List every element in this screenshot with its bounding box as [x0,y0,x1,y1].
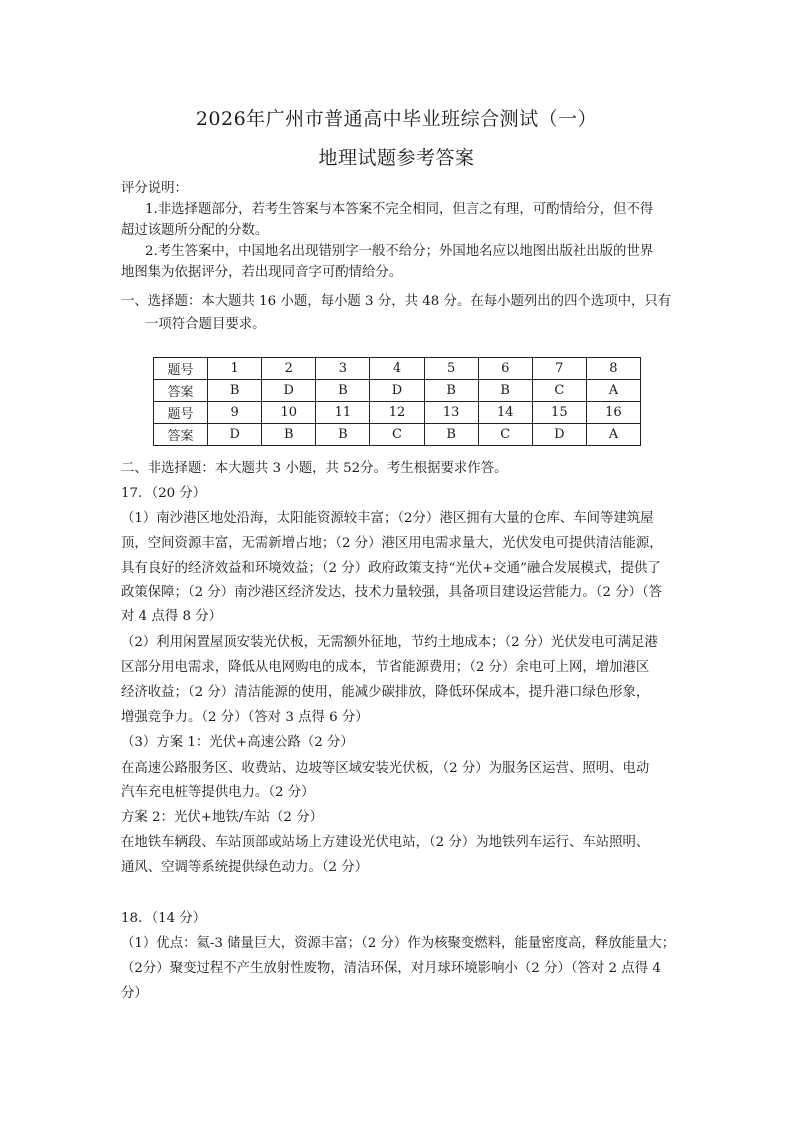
scoring-note-line: 2.考生答案中，中国地名出现错别字一般不给分；外国地名应以地图出版社出版的世界 [145,244,654,259]
answer-table-row-header: 题号 [154,402,208,424]
q18-answer-line: （1）优点：氦-3 储量巨大，资源丰富；（2 分）作为核聚变燃料，能量密度高，释放能量大； [121,936,676,951]
answer-table-cell: B [424,380,478,402]
answer-table-row [154,358,641,380]
answer-table-row [154,424,641,446]
answer-table-cell: B [316,380,370,402]
answer-table-row [154,380,641,402]
section1-instructions: 一项符合题目要求。 [145,317,266,332]
answer-table-cell: D [262,380,316,402]
q17-answer-line: 具有良好的经济效益和环境效益；（2 分）政府政策支持“光伏+交通”融合发展模式，提供了 [121,561,661,576]
answer-table-cell: B [316,424,370,446]
scoring-note-line: 地图集为依据评分，若出现同音字可酌情给分。 [121,265,403,280]
answer-table-cell: 8 [586,358,640,380]
answer-table-cell: 9 [208,402,262,424]
scoring-note-line: 超过该题所分配的分数。 [121,223,269,238]
answer-table-cell: D [532,424,586,446]
answer-table-cell: 13 [424,402,478,424]
answer-table-row-header: 答案 [154,424,208,446]
answer-table-cell: 14 [478,402,532,424]
answer-table-cell: 6 [478,358,532,380]
page-subtitle: 地理试题参考答案 [318,147,475,169]
answer-table-cell: A [586,380,640,402]
page-title: 2026年广州市普通高中毕业班综合测试（一） [195,108,598,130]
answer-table-row [154,402,641,424]
q17-answer-line: 在地铁车辆段、车站顶部或站场上方建设光伏电站，（2 分）为地铁列车运行、车站照明、 [121,835,650,850]
answer-table-cell: 10 [262,402,316,424]
section1-instructions: 一、选择题：本大题共 16 小题，每小题 3 分，共 48 分。在每小题列出的四个选项中，只有 [121,294,672,309]
answer-table-cell: D [208,424,262,446]
answer-table-cell: D [370,380,424,402]
answer-table-cell: C [370,424,424,446]
q18-answer-line: （2分）聚变过程不产生放射性废物，清洁环保，对月球环境影响小（2 分）（答对 2 点得 4 [121,961,661,976]
answer-table-cell: B [424,424,478,446]
q17-answer-line: 经济收益；（2 分）清洁能源的使用，能减少碳排放，降低环保成本，提升港口绿色形象， [121,685,650,700]
answer-table-cell: 4 [370,358,424,380]
q17-answer-line: 增强竞争力。（2 分）（答对 3 点得 6 分） [121,710,369,725]
q17-answer-line: （1）南沙港区地处沿海，太阳能资源较丰富；（2分）港区拥有大量的仓库、车间等建筑屋 [121,511,654,526]
answer-table-cell: 1 [208,358,262,380]
question-17-heading: 17．（20 分） [121,486,207,501]
q17-answer-line: 政策保障；（2 分）南沙港区经济发达，技术力量较强，具备项目建设运营能力。（2 分）（答 [121,585,663,600]
question-18-heading: 18．（14 分） [121,911,207,926]
answer-table [153,357,641,446]
answer-table-cell: 5 [424,358,478,380]
answer-table-cell: 11 [316,402,370,424]
q17-answer-line: 在高速公路服务区、收费站、边坡等区域安装光伏板，（2 分）为服务区运营、照明、电动 [121,761,650,776]
q17-answer-line: 区部分用电需求，降低从电网购电的成本，节省能源费用；（2 分）余电可上网，增加港区 [121,660,650,675]
answer-table-cell: 15 [532,402,586,424]
answer-table-row-header: 答案 [154,380,208,402]
answer-table-cell: A [586,424,640,446]
scoring-note-line: 1.非选择题部分，若考生答案与本答案不完全相同，但言之有理，可酌情给分，但不得 [145,202,654,217]
answer-table-cell: B [478,380,532,402]
answer-table-row-header: 题号 [154,358,208,380]
q17-answer-line: （3）方案 1：光伏+高速公路（2 分） [121,735,354,750]
q17-answer-line: 方案 2：光伏+地铁/车站（2 分） [121,810,323,825]
q17-answer-line: 通风、空调等系统提供绿色动力。（2 分） [121,860,369,875]
answer-table-cell: B [262,424,316,446]
q18-answer-line: 分） [121,986,148,1001]
q17-answer-line: 汽车充电桩等提供电力。（2 分） [121,785,315,800]
answer-table-cell: 2 [262,358,316,380]
answer-table-cell: 16 [586,402,640,424]
section2-instructions: 二、非选择题：本大题共 3 小题，共 52分。考生根据要求作答。 [121,461,508,476]
answer-table-cell: C [532,380,586,402]
answer-table-cell: C [478,424,532,446]
q17-answer-line: 对 4 点得 8 分） [121,609,223,624]
answer-table-cell: 7 [532,358,586,380]
q17-answer-line: 顶，空间资源丰富，无需新增占地；（2 分）港区用电需求量大，光伏发电可提供清洁能源， [121,536,663,551]
answer-table-cell: B [208,380,262,402]
scoring-notes-heading: 评分说明： [121,181,188,196]
answer-table-cell: 12 [370,402,424,424]
q17-answer-line: （2）利用闲置屋顶安装光伏板，无需额外征地，节约土地成本；（2 分）光伏发电可满足港 [121,635,658,650]
answer-table-cell: 3 [316,358,370,380]
